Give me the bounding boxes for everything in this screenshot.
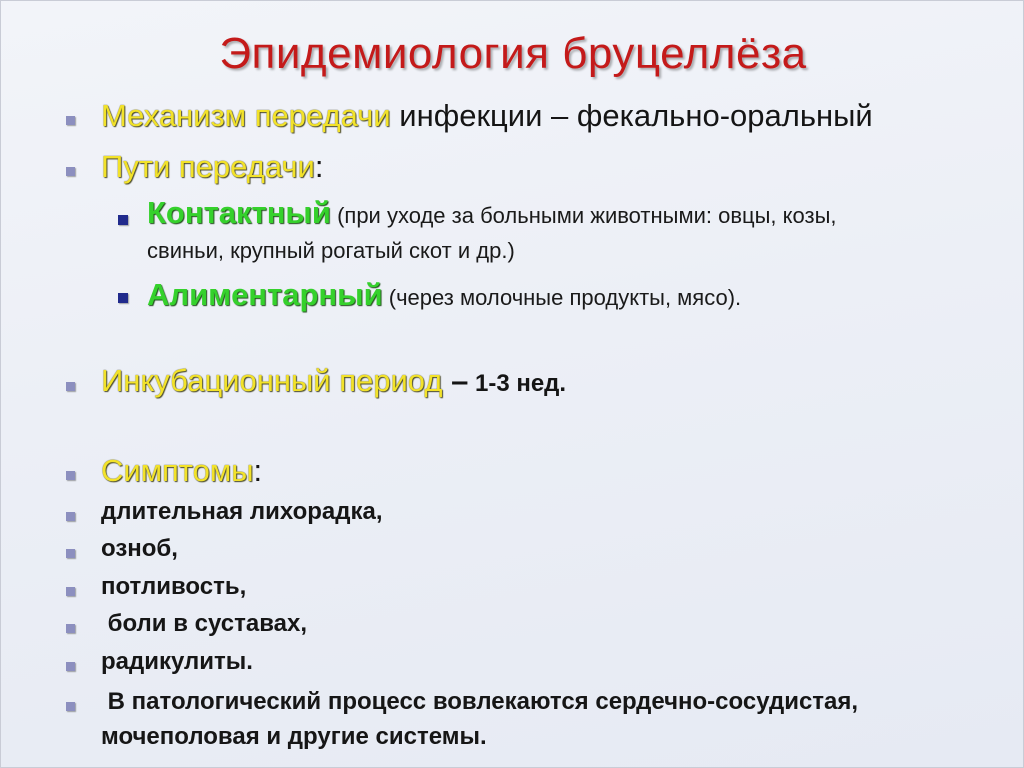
bullet-square-icon — [66, 512, 75, 521]
bullet-square-icon — [66, 662, 75, 671]
symptom-item: длительная лихорадка, — [101, 498, 383, 525]
incubation-dash: – — [442, 363, 469, 398]
bullet-square-icon — [66, 471, 75, 480]
incubation-label: Инкубационный период — [101, 363, 443, 398]
mechanism-line — [101, 98, 873, 134]
route-item-alimentary — [147, 277, 741, 313]
symptom-item: потливость, — [101, 573, 247, 600]
symptoms-line — [101, 453, 262, 489]
symptom-item: радикулиты. — [101, 648, 253, 675]
bullet-square-icon — [118, 293, 128, 303]
route-alimentary-name: Алиментарный — [147, 277, 383, 312]
mechanism-text: инфекции – фекально-оральный — [390, 98, 873, 133]
routes-label: Пути передачи — [101, 149, 315, 184]
symptoms-colon: : — [253, 453, 263, 488]
route-contact-detail-2: свиньи, крупный рогатый скот и др.) — [147, 238, 515, 263]
incubation-value: 1-3 нед. — [468, 370, 567, 397]
symptom-item: В патологический процесс вовлекаются сердечно-сосудистая, — [101, 688, 859, 715]
route-alimentary-detail: (через молочные продукты, мясо). — [382, 285, 742, 310]
bullet-square-icon — [66, 167, 75, 176]
bullet-square-icon — [118, 215, 128, 225]
slide-title: Эпидемиология бруцеллёза — [219, 29, 807, 78]
route-contact-detail-1: (при уходе за больными животными: овцы, козы, — [330, 203, 837, 228]
bullet-square-icon — [66, 587, 75, 596]
routes-line — [101, 149, 323, 185]
bullet-square-icon — [66, 382, 75, 391]
symptom-item: боли в суставах, — [101, 610, 307, 637]
routes-colon: : — [314, 149, 324, 184]
bullet-square-icon — [66, 702, 75, 711]
route-item-contact — [147, 195, 837, 231]
bullet-square-icon — [66, 116, 75, 125]
symptom-item-continuation: мочеполовая и другие системы. — [101, 723, 487, 750]
incubation-line — [101, 363, 566, 399]
bullet-square-icon — [66, 624, 75, 633]
route-contact-name: Контактный — [147, 195, 331, 230]
symptoms-label: Симптомы — [101, 453, 254, 488]
mechanism-label: Механизм передачи — [101, 98, 391, 133]
symptom-item: озноб, — [101, 535, 178, 562]
bullet-square-icon — [66, 549, 75, 558]
